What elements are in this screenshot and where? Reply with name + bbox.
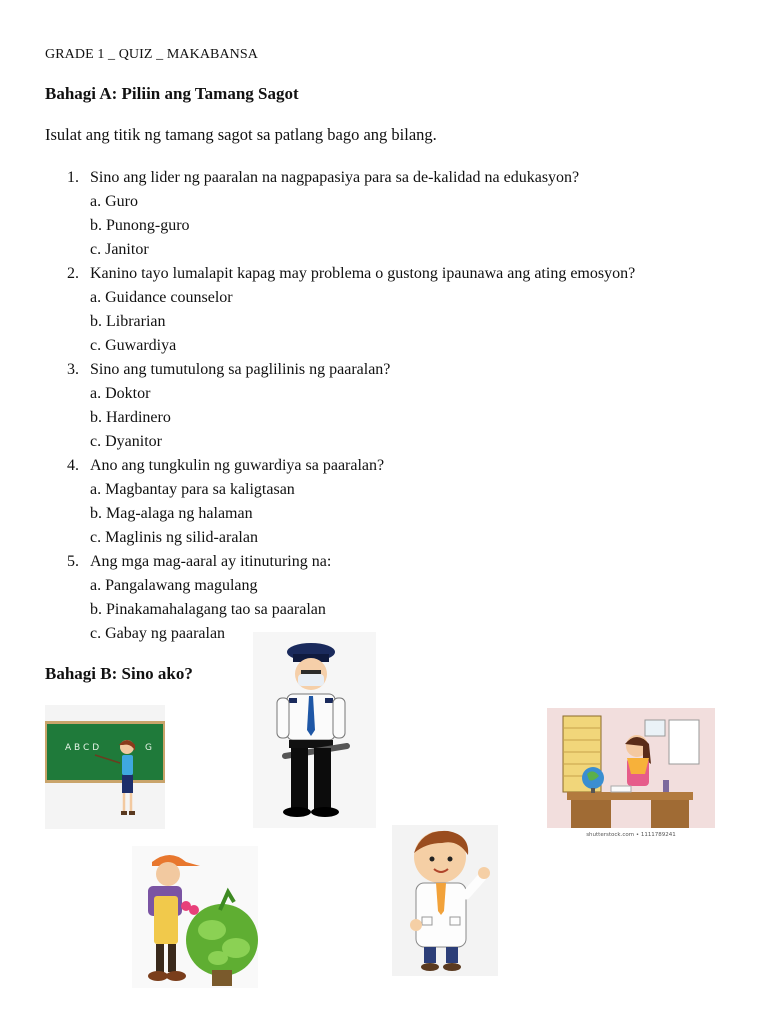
gardener-illustration bbox=[132, 846, 258, 988]
question-1 bbox=[45, 166, 635, 262]
question-text: Ang mga mag-aaral ay itinuturing na: bbox=[90, 553, 332, 570]
option-a: a. Doktor bbox=[90, 385, 151, 402]
board-letter-g: G bbox=[145, 743, 152, 753]
question-list bbox=[45, 166, 635, 646]
section-a-title: Bahagi A: Piliin ang Tamang Sagot bbox=[45, 84, 299, 103]
section-b-title: Bahagi B: Sino ako? bbox=[45, 664, 193, 683]
option-c: c. Janitor bbox=[90, 241, 149, 258]
option-b: b. Hardinero bbox=[90, 409, 171, 426]
question-number: 2. bbox=[67, 265, 79, 282]
question-text: Sino ang tumutulong sa paglilinis ng paaralan? bbox=[90, 361, 391, 378]
option-c: c. Guwardiya bbox=[90, 337, 177, 354]
option-a: a. Guro bbox=[90, 193, 138, 210]
doctor-illustration bbox=[392, 825, 498, 976]
option-c: c. Maglinis ng silid-aralan bbox=[90, 529, 258, 546]
option-b: b. Punong-guro bbox=[90, 217, 190, 234]
question-text: Kanino tayo lumalapit kapag may problema o gustong ipaunawa ang ating emosyon? bbox=[90, 265, 636, 282]
option-b: b. Mag-alaga ng halaman bbox=[90, 505, 253, 522]
option-c: c. Dyanitor bbox=[90, 433, 162, 450]
board-letters: A B C D bbox=[65, 743, 100, 753]
question-number: 4. bbox=[67, 457, 79, 474]
teacher-chalkboard-illustration bbox=[45, 705, 165, 829]
option-b: b. Pinakamahalagang tao sa paaralan bbox=[90, 601, 326, 618]
question-number: 5. bbox=[67, 553, 79, 570]
option-a: a. Magbantay para sa kaligtasan bbox=[90, 481, 295, 498]
option-a: a. Pangalawang magulang bbox=[90, 577, 258, 594]
stock-watermark: shutterstock.com • 1111789241 bbox=[586, 832, 676, 838]
question-4 bbox=[45, 454, 635, 550]
option-c: c. Gabay ng paaralan bbox=[90, 625, 226, 642]
counselor-desk-illustration bbox=[547, 708, 715, 840]
option-b: b. Librarian bbox=[90, 313, 166, 330]
question-number: 3. bbox=[67, 361, 79, 378]
security-guard-illustration bbox=[253, 632, 376, 828]
question-3 bbox=[45, 358, 635, 454]
quiz-header: GRADE 1 _ QUIZ _ MAKABANSA bbox=[45, 47, 258, 62]
question-number: 1. bbox=[67, 169, 79, 186]
option-a: a. Guidance counselor bbox=[90, 289, 233, 306]
question-2 bbox=[45, 262, 635, 358]
question-text: Ano ang tungkulin ng guwardiya sa paaralan? bbox=[90, 457, 385, 474]
question-text: Sino ang lider ng paaralan na nagpapasiya para sa de-kalidad na edukasyon? bbox=[90, 169, 580, 186]
instruction-text: Isulat ang titik ng tamang sagot sa patlang bago ang bilang. bbox=[45, 125, 437, 144]
